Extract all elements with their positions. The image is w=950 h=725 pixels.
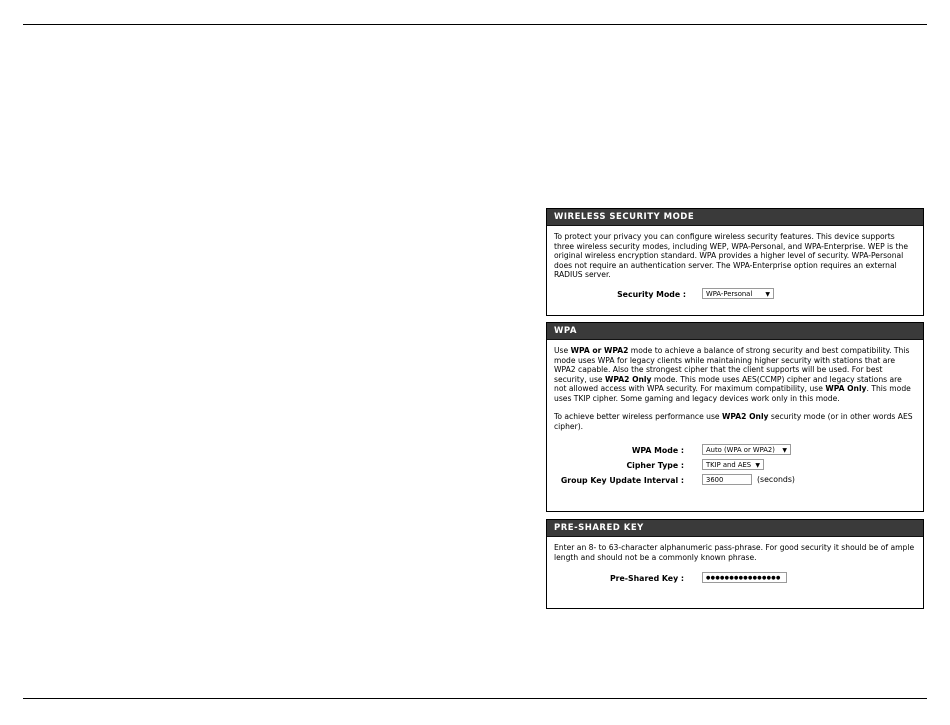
psk-description: Enter an 8- to 63-character alphanumeric pass-phrase. For good security it should be of ample length and should not be a commonly known phrase.: [554, 543, 915, 562]
psk-label: Pre-Shared Key :: [609, 574, 684, 583]
wpa-mode-row: [554, 444, 916, 459]
chevron-down-icon: ▼: [755, 462, 760, 469]
security-mode-row: [554, 288, 916, 303]
panel-header-wpa: WPA: [547, 323, 923, 340]
group-key-interval-input[interactable]: 3600: [702, 474, 752, 485]
security-mode-value: WPA-Personal: [706, 289, 753, 298]
top-rule: [23, 24, 927, 25]
cipher-type-row: [554, 459, 916, 474]
security-mode-select[interactable]: [702, 288, 774, 299]
wpa-panel: [546, 322, 924, 512]
pre-shared-key-panel: [546, 519, 924, 609]
group-key-unit: (seconds): [757, 475, 795, 484]
cipher-type-value: TKIP and AES: [706, 461, 752, 469]
psk-row: [554, 572, 916, 587]
wpa-mode-value: Auto (WPA or WPA2): [706, 446, 775, 454]
wireless-security-description: To protect your privacy you can configure wireless security features. This device supports three wireless security modes, including WEP, WPA-Personal, and WPA-Enterprise. WEP is the original wireless encryption standard. WPA provides a higher level of security. WPA-Personal does not require an authentication server. The WPA-Enterprise option requires an external RADIUS server.: [554, 232, 909, 279]
panel-header-pre-shared-key: PRE-SHARED KEY: [547, 520, 923, 537]
chevron-down-icon: ▼: [765, 290, 770, 298]
cipher-type-label: Cipher Type :: [626, 461, 684, 470]
group-key-row: [554, 474, 916, 489]
panel-header-wireless-security-mode: WIRELESS SECURITY MODE: [547, 209, 923, 226]
wpa-performance-note: To achieve better wireless performance use WPA2 Only security mode (or in other words AES cipher).: [554, 412, 913, 431]
bottom-rule: [23, 698, 927, 699]
wpa-mode-select[interactable]: [702, 444, 791, 455]
cipher-type-select[interactable]: [702, 459, 764, 470]
security-mode-label: Security Mode :: [617, 289, 686, 299]
chevron-down-icon: ▼: [782, 447, 787, 454]
group-key-label: Group Key Update Interval :: [560, 476, 684, 485]
wireless-security-mode-panel: [546, 208, 924, 316]
pre-shared-key-input[interactable]: ●●●●●●●●●●●●●●●●: [702, 572, 787, 583]
wpa-mode-label: WPA Mode :: [631, 446, 684, 455]
wpa-description: Use WPA or WPA2 mode to achieve a balance of strong security and best compatibility. This mode uses WPA for legacy clients while maintaining higher security with stations that are WPA2 capable. Also the strongest cipher that the client supports will be used. For best security, use WPA2 Only mode. This mode uses AES(CCMP) cipher and legacy stations are not allowed access with WPA security. For maximum compatibility, use WPA Only. This mode uses TKIP cipher. Some gaming and legacy devices work only in this mode.: [554, 346, 911, 403]
